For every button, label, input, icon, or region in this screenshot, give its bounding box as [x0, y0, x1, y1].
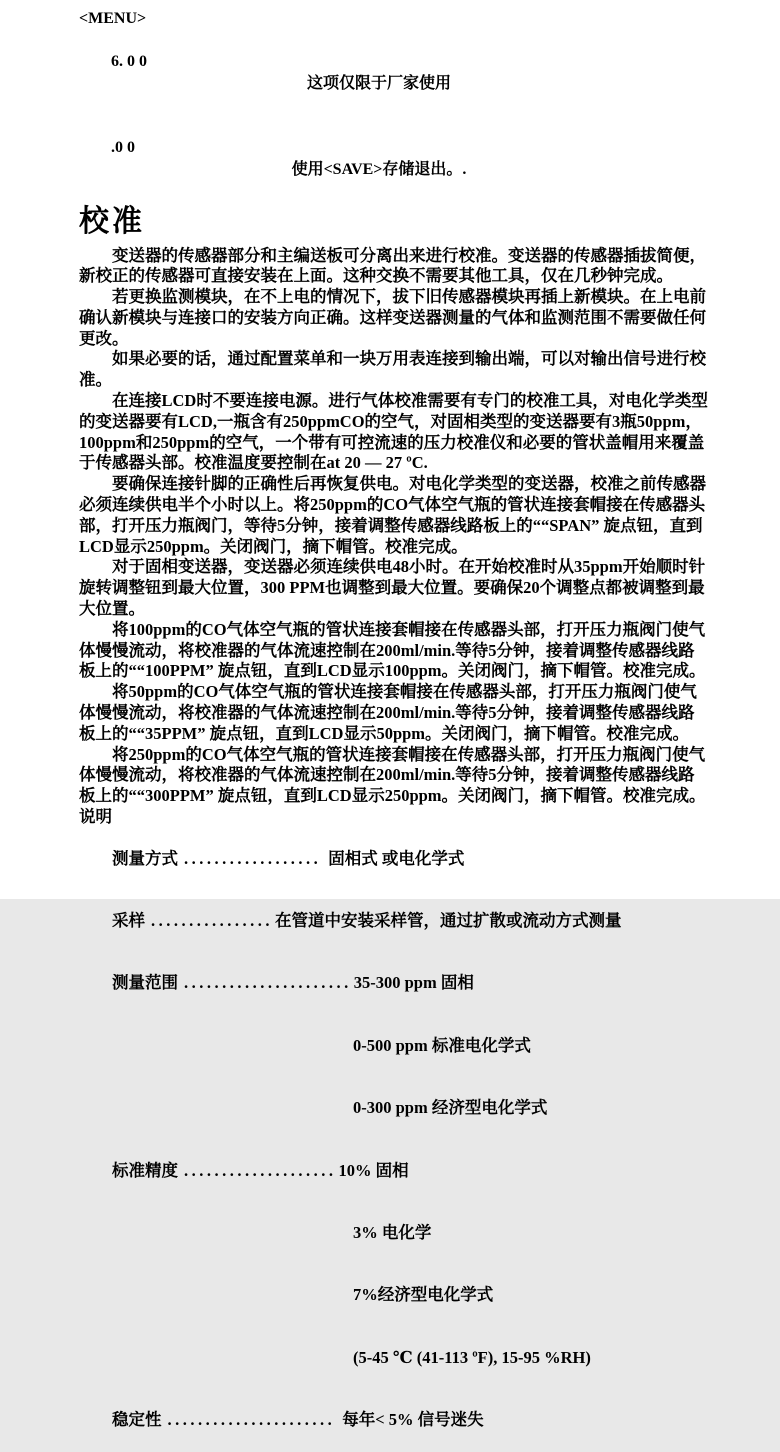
spec-label: 测量方式: [112, 848, 178, 868]
text-line: 将100ppm的CO气体空气瓶的管状连接套帽接在传感器头部，打开压力瓶阀门使气: [112, 619, 706, 639]
spec-label: 测量范围: [112, 973, 178, 993]
spec-row-stability: [79, 1389, 719, 1451]
spec-section: [79, 807, 719, 1452]
spec-value: 每年< 5% 信号迷失: [342, 1410, 484, 1430]
body-paragraph-1: [79, 246, 719, 288]
spec-value: 在管道中安装采样管，通过扩散或流动方式测量: [275, 911, 622, 930]
spec-heading: 说明: [79, 807, 112, 827]
dot-leader: ......................: [167, 1410, 336, 1430]
spec-row-sampling: [79, 890, 719, 952]
spec-row-measure-mode: [79, 828, 719, 890]
dot-leader: ................: [151, 911, 273, 930]
text-line: 于传感器头部。校准温度要控制在at 20 — 27 ºC.: [79, 453, 428, 473]
text-line: 旋转调整钮到最大位置，300 PPM也调整到最大位置。要确保20个调整点都被调整到最: [79, 578, 705, 598]
text-line: 体慢慢流动，将校准器的气体流速控制在200ml/min.等待5分钟，接着调整传感器线路: [79, 703, 695, 723]
body-paragraph-4: [79, 391, 719, 474]
spec-value: (5-45 ℃ (41-113 ºF), 15-95 %RH): [353, 1347, 591, 1367]
body-paragraph-2: [79, 287, 719, 349]
text-line: 若更换监测模块，在不上电的情况下，拔下旧传感器模块再插上新模块。在上电前: [112, 287, 706, 307]
text-line: 在连接LCD时不要连接电源。进行气体校准需要有专门的校准工具，对电化学类型: [112, 391, 708, 411]
header-block: [79, 8, 719, 202]
text-line: 大位置。: [79, 599, 145, 619]
page-title: 校准: [79, 204, 145, 238]
factory-only-note: 这项仅限于厂家使用: [306, 74, 451, 92]
menu-row-2: [79, 116, 719, 202]
spec-value: 10% 固相: [338, 1160, 409, 1180]
spec-label: 稳定性: [112, 1410, 162, 1430]
text-line: 变送器的传感器部分和主编送板可分离出来进行校准。变送器的传感器插拔简便，: [112, 245, 706, 265]
spec-row-range: [79, 953, 719, 1015]
spec-row-accuracy-cont: [320, 1327, 719, 1389]
text-line: 板上的““35PPM” 旋点钮，直到LCD显示50ppm。关闭阀门，摘下帽管。校准完成。: [79, 723, 690, 743]
spec-value: 固相式 或电化学式: [328, 848, 465, 868]
text-line: 的变送器要有LCD,一瓶含有250ppmCO的空气，对固相类型的变送器要有3瓶50ppm，: [79, 411, 702, 431]
spec-row-range-cont: [320, 1015, 719, 1077]
text-line: 要确保连接针脚的正确性后再恢复供电。对电化学类型的变送器，校准之前传感器: [112, 474, 706, 494]
save-exit-note: 使用<SAVE>存储退出。.: [291, 160, 467, 178]
body-paragraph-5: [79, 474, 719, 557]
dot-leader: ....................: [184, 1160, 337, 1180]
menu-value-2: .0 0: [111, 139, 135, 156]
text-line: 部，打开压力瓶阀门，等待5分钟，接着调整传感器线路板上的““SPAN” 旋点钮，直到: [79, 515, 703, 535]
spec-row-accuracy-cont: [320, 1202, 719, 1264]
menu-value-1: 6. 0 0: [111, 53, 147, 70]
spec-value: 0-300 ppm 经济型电化学式: [353, 1098, 548, 1118]
text-line: 100ppm和250ppm的空气，一个带有可控流速的压力校准仪和必要的管状盖帽用来覆盖: [79, 432, 705, 452]
spec-label: 采样: [112, 911, 145, 930]
spec-value: 7%经济型电化学式: [353, 1285, 494, 1305]
body-paragraph-9: [79, 745, 719, 807]
body-paragraph-3: [79, 349, 719, 391]
text-line: 将50ppm的CO气体空气瓶的管状连接套帽接在传感器头部，打开压力瓶阀门使气: [112, 682, 697, 702]
text-line: 体慢慢流动，将校准器的气体流速控制在200ml/min.等待5分钟，接着调整传感器线路: [79, 640, 695, 660]
page-content: [79, 8, 719, 1452]
spec-value: 35-300 ppm 固相: [353, 973, 474, 993]
spec-row-accuracy-cont: [320, 1265, 719, 1327]
dot-leader: ......................: [184, 973, 352, 993]
text-line: LCD显示250ppm。关闭阀门，摘下帽管。校准完成。: [79, 536, 468, 556]
spec-row-accuracy: [79, 1140, 719, 1202]
text-line: 更改。: [79, 328, 129, 348]
menu-row-1: [79, 30, 719, 116]
text-line: 如果必要的话，通过配置菜单和一块万用表连接到输出端，可以对输出信号进行校: [112, 349, 706, 369]
text-line: 将250ppm的CO气体空气瓶的管状连接套帽接在传感器头部，打开压力瓶阀门使气: [112, 744, 706, 764]
text-line: 对于固相变送器，变送器必须连续供电48小时。在开始校准时从35ppm开始顺时针: [112, 557, 706, 577]
text-line: 必须连续供电半个小时以上。将250ppm的CO气体空气瓶的管状连接套帽接在传感器头: [79, 495, 706, 515]
spec-label: 标准精度: [112, 1160, 178, 1180]
text-line: 确认新模块与连接口的安装方向正确。这样变送器测量的气体和监测范围不需要做任何: [79, 307, 706, 327]
text-line: 新校正的传感器可直接安装在上面。这种交换不需要其他工具，仅在几秒钟完成。: [79, 266, 673, 286]
menu-tag: <MENU>: [79, 10, 147, 27]
spec-value: 3% 电化学: [353, 1222, 432, 1242]
text-line: 板上的““300PPM” 旋点钮，直到LCD显示250ppm。关闭阀门，摘下帽管。校准完成。: [79, 786, 706, 806]
body-paragraph-6: [79, 557, 719, 619]
dot-leader: ..................: [184, 848, 322, 868]
spec-row-range-cont: [320, 1077, 719, 1139]
text-line: 体慢慢流动，将校准器的气体流速控制在200ml/min.等待5分钟，接着调整传感器线路: [79, 765, 695, 785]
text-line: 准。: [79, 370, 112, 390]
text-line: 板上的““100PPM” 旋点钮，直到LCD显示100ppm。关闭阀门，摘下帽管。校准完成。: [79, 661, 706, 681]
spec-value: 0-500 ppm 标准电化学式: [353, 1035, 531, 1055]
body-paragraph-8: [79, 682, 719, 744]
body-paragraph-7: [79, 620, 719, 682]
